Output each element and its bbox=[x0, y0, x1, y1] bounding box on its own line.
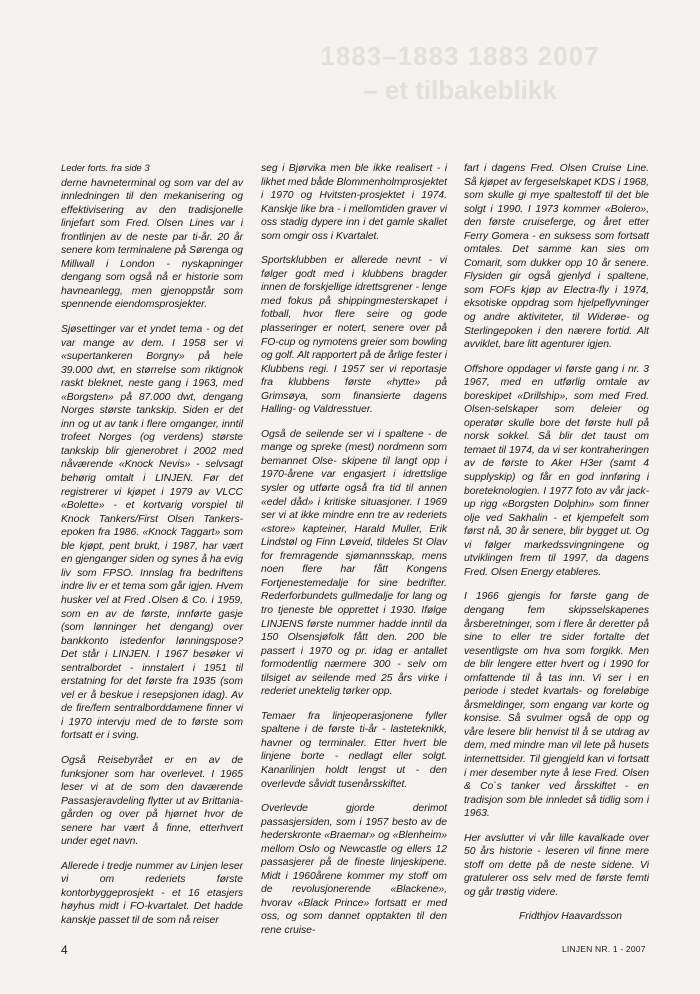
paragraph: derne havneterminal og som var del av innledningen til den mekanisering og effektivisering av den tradisjonelle linjefart som Fred. Olsen Lines var i frontlinjen av de neste par ti-år. 20 år senere kom terminalene på Sørenga og Millwall i London - nyskapninger dengang som også nå er historie som havneanlegg, men gjenoppstår som spennende eiendomsprosjekter. bbox=[61, 177, 243, 311]
faded-header-line-1: 1883–1883 1883 2007 bbox=[320, 41, 600, 71]
article-column-2 bbox=[261, 162, 447, 949]
page-number: 4 bbox=[61, 943, 68, 957]
paragraph: Sportsklubben er allerede nevnt - vi følger godt med i klubbens bragder innen de forskjellige idrettsgrener - lenge med fokus på shippingmesterskapet i fotball, hvor flere seire og gode plasseringer er notert, senere over på FO-cup og nymotens greier som bowling og golf. Alt rapportert på de årlige fester i Klubbens regi. I 1957 ser vi reportasje fra klubbens første «hytte» på Grimsøya, som finansierte dagens Halling- og Valdresstuer. bbox=[261, 255, 447, 416]
paragraph: Temaer fra linjeoperasjonene fyller spaltene i de første ti-år - lasteteknikk, havner og terminaler. Etter hvert ble linjene borte - nedlagt eller solgt. Kanarilinjen holdt lengst ut - den overlevde såvidt tusenårsskiftet. bbox=[261, 710, 447, 790]
paragraph: seg i Bjørvika men ble ikke realisert - i likhet med både Blommenholmprosjektet i 1970 og Hvitsten-prosjektet i 1974. Kanskje like bra - i mellomtiden graver vi oss stadig dypere inn i det gamle skallet som omgir oss i Kvartalet. bbox=[261, 163, 447, 242]
issue-footer: LINJEN NR. 1 - 2007 bbox=[562, 944, 646, 954]
paragraph: fart i dagens Fred. Olsen Cruise Line. Så kjøpet av fergeselskapet KDS i 1968, som skulle gi mye spaltestoff til det ble solgt i 1990. I 1973 kommer «Bolero», den første cruiseferge, og året etter Ferry Gomera - en suksess som fortsatt omtales. Det samme kan sies om Comarit, som dukker opp 10 år senere. Flysiden gir også gjenlyd i spaltene, som FOFs kjøp av Electra-fly i 1974, eksotiske oppdrag som hjelpeflyvninger og andre aktiviteter, til Widerøe- og Sterlingepoken i den nærere fortid. Alt avviklet, bare litt agenturer igjen. bbox=[464, 163, 649, 351]
article-column-3 bbox=[464, 162, 649, 935]
paragraph: Overlevde gjorde derimot passasjersiden, som i 1957 besto av de hederskronte «Braemar» og «Blenheim» mellom Oslo og Newcastle og ellers 12 passasjerer på de fineste linjeskipene. Midt i 1960årene kommer my stoff om de revolusjonerende «Blackene», hvorav «Black Prince» fortsatt er med oss, og som dannet opptakten til den rene cruise- bbox=[261, 803, 447, 936]
paragraph: Også de seilende ser vi i spaltene - de mange og spreke (mest) nordmenn som bemannet Olse- skipene til langt opp i 1970-årene var engasjert i idrettslige sysler og utførte også fra tid til annen «edel dåd» i kritiske situasjoner. I 1969 ser vi at ikke mindre enn tre av rederiets «store» kapteiner, Harald Muller, Erik Lindstøl og Finn Løveid, tildeles St Olav for fremragende sjømannsskap, mens noen flere har fått Kongens Fortjenestemedalje for sine bedrifter. Rederforbundets gullmedalje for lang og tro tjeneste ble opprettet i 1930. Ifølge LINJENS første nummer hadde inntil da 150 Olsensjøfolk fått den. 200 ble passert i 1970 og pr. idag er antallet formodentlig nærmere 300 - selv om tilsiget av seilende med 25 års virke i rederiet unektelig tørker opp. bbox=[261, 428, 447, 698]
paragraph: Også Reisebyrået er en av de funksjoner som har overlevet. I 1965 leser vi at de som den daværende Passasjeravdeling flytter ut av Brittania-gården og over på hjørnet hvor de senere har vært å finne, etterhvert under eget navn. bbox=[61, 754, 243, 848]
paragraph: Her avslutter vi vår lille kavalkade over 50 års historie - leseren vil finne mere stoff om dette på de neste sidene. Vi gratulerer oss selv med de første femti og går trøstig videre. bbox=[464, 832, 649, 898]
paragraph: I 1966 gjengis for første gang de dengang fem skipsselskapenes årsberetninger, som i flere år deretter på sine to eller tre sider fortalte det vesentligste om hva som forgikk. Men de blir lengere etter hvert og i 1990 for omfattende til å tas inn. Vi ser i en periode i stedet kvartals- og foreløbige årsmeldinger, som engang var korte og konsise. Så svulmer også de opp og våre lesere blir henvist til å se utdrag av dem, med mindre man vil lete på husets internettsider. Til gjengjeld kan vi fortsatt i mer desember nyte å lese Fred. Olsen & Co`s tanker ved årsskiftet - en tradisjon som ble innledet så tidlig som i 1963. bbox=[464, 591, 649, 820]
paragraph: Sjøsettinger var et yndet tema - og det var mange av dem. I 1958 ser vi «supertankeren Borgny» på hele 39.000 dwt, en størrelse som riktignok raskt bleknet, neste gang i 1963, med «Borgsten» på 87.000 dwt, dengang Norges største tankskip. Siden er det inn og ut av tank i flere omganger, inntil trofeet Norges (og verdens) største tankskip blir gjenerobret i 2002 med nåværende «Knock Nevis» - selvsagt behørig omtalt i LINJEN. Før det registrerer vi kjøpet i 1979 av VLCC «Bolette» - et kortvarig vorspiel til Knock Tankers/First Olsen Tankers-epoken fra 1986. «Knock Taggart» som ble kjøpt, pent brukt, i 1987, har vært en gjenganger siden og synes å ha evig liv som FPSO. Innslag fra bedriftens indre liv er et tema som går igjen. Hvem husker vel at Fred .Olsen & Co. i 1959, som en av de første, innførte gasje (som lønninger het dengang) over bankkonto istedenfor lønningspose? Det står i LINJEN. I 1967 besøker vi sentralbordet - innstalert i 1951 til erstatning for det første fra 1935 (som vel er å beskue i resepsjonen idag). Av de fire/fem sentralborddamene finner vi i 1970 intervju med de to første som fortsatt er i sving. bbox=[61, 324, 243, 742]
paragraph: Allerede i tredje nummer av Linjen leser vi om rederiets første kontorbyggeprosjekt - et 16 etasjers høyhus midt i FO-kvartalet. Det hadde kanskje passet til de som nå reiser bbox=[61, 860, 243, 926]
author-signature: Fridthjov Haavardsson bbox=[519, 911, 622, 923]
faded-header-watermark bbox=[250, 40, 670, 160]
paragraph: Offshore oppdager vi første gang i nr. 3 1967, med en utførlig omtale av boreskipet «Drillship», som med Fred. Olsen-selskaper som deleier og operatør skulle bore det første hull på norsk sokkel. Så blir det taust om temaet til 1974, da vi ser kontraheringen av de første to Aker H3er (samt 4 supplyskip) og får en god innføring i boreteknologien. I 1977 foto av vår jack-up rigg «Borgsten Dolphin» som finner olje ved Sakhalin - et kjempefelt som først nå, 30 år senere, blir bygget ut. Og vi følger markedssvingningene og utviklingen frem til 1997, da dagens Fred. Olsen Energy etableres. bbox=[464, 363, 649, 578]
lead-in-note: Leder forts. fra side 3 bbox=[61, 163, 150, 174]
faded-header-line-2: – et tilbakeblikk bbox=[363, 74, 557, 105]
article-column-1 bbox=[61, 162, 243, 939]
